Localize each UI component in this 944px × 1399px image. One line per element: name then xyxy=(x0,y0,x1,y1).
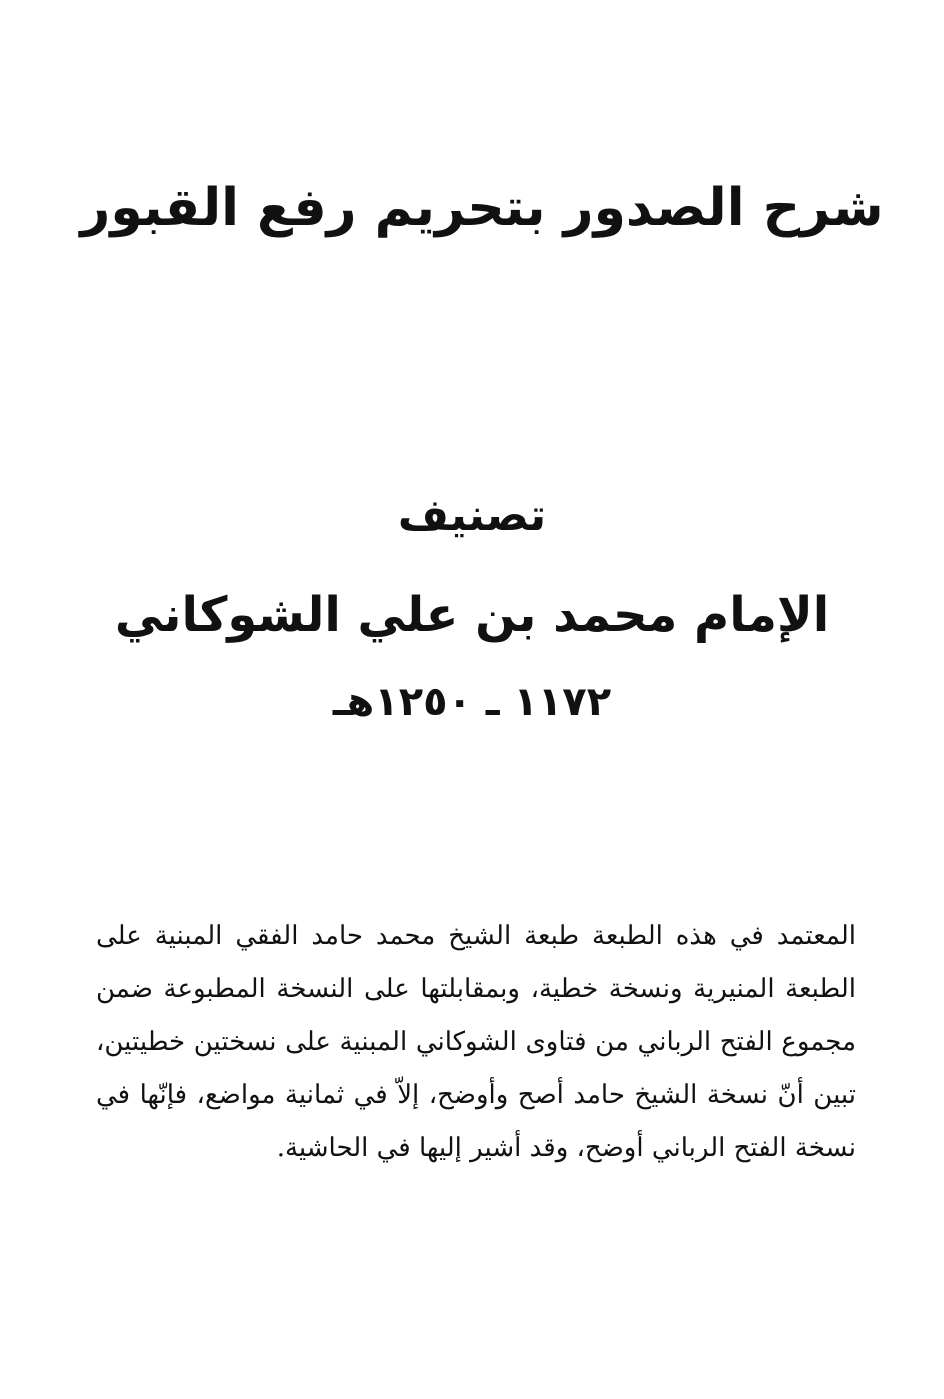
author-name: الإمام محمد بن علي الشوكاني xyxy=(114,587,830,643)
book-title: شرح الصدور بتحريم رفع القبور xyxy=(80,178,884,238)
author-label: تصنيف xyxy=(397,490,547,541)
editor-note: المعتمد في هذه الطبعة طبعة الشيخ محمد حامد الفقي المبنية على الطبعة المنيرية ونسخة خطية، وبمقابلتها على النسخة المطبوعة ضمن مجموع الفتح الرباني من فتاوى الشوكاني المبنية على نسختين خطيتين، تبين أنّ نسخة الشيخ حامد أصح وأوضح، إلاّ في ثمانية مواضع، فإنّها في نسخة الفتح الرباني أوضح، وقد أشير إليها في الحاشية. xyxy=(96,921,856,1163)
author-dates: ١١٧٢ ـ ١٢٥٠هـ xyxy=(332,679,612,725)
